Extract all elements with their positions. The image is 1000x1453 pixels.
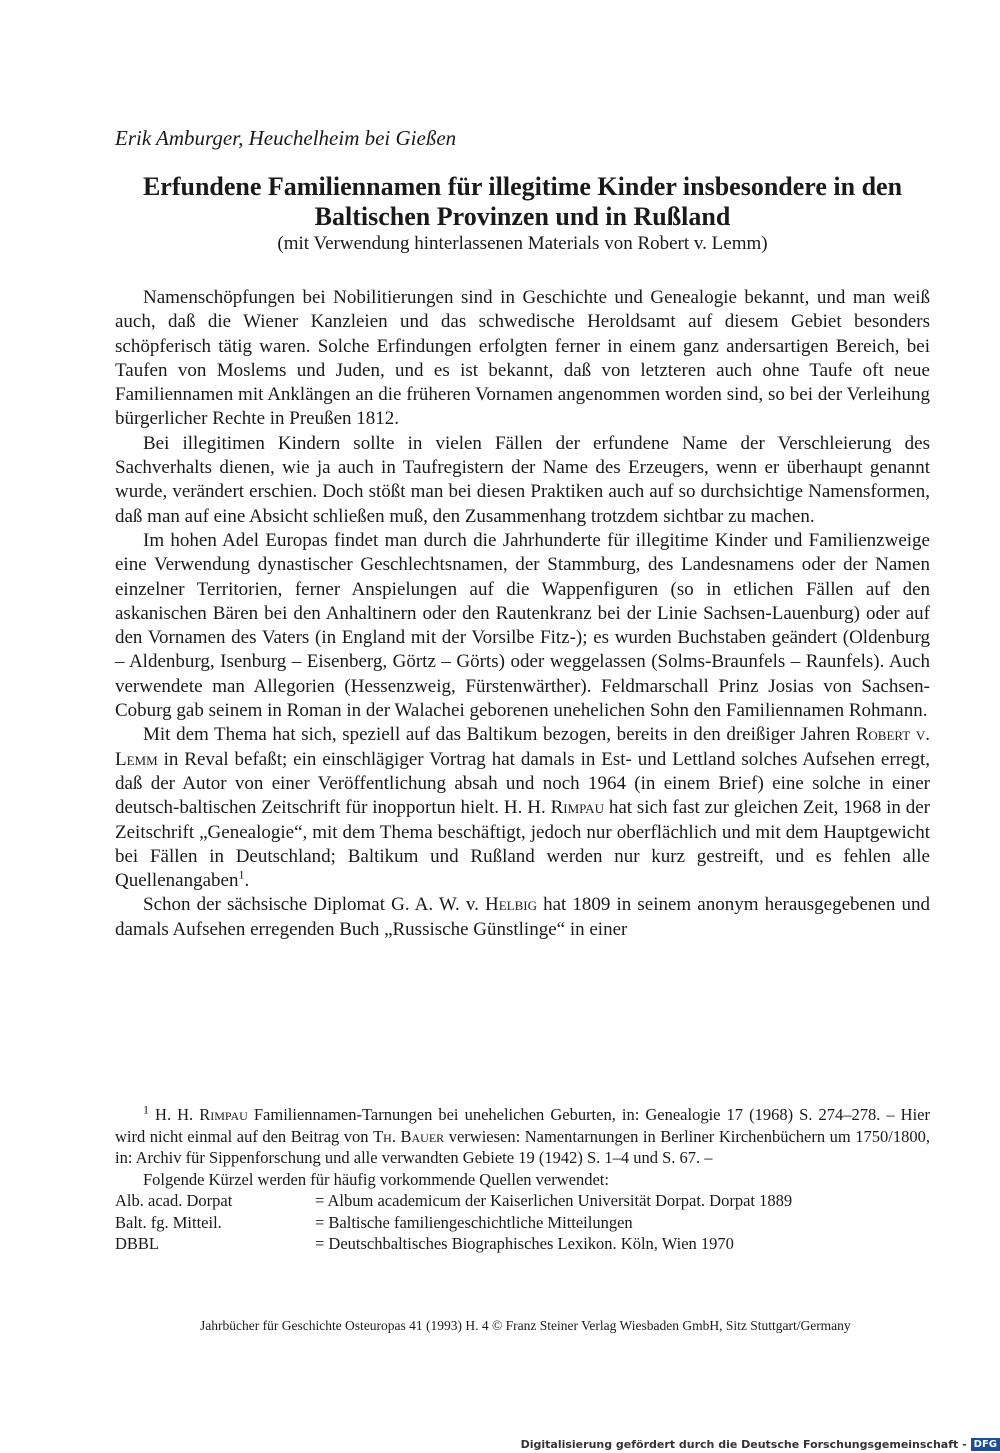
abbreviations-table [115,1190,792,1255]
person-name: Robert v. Lemm [115,724,930,770]
digitization-banner [521,1438,1000,1451]
footnote-ref[interactable]: 1 [238,867,245,882]
text-segment: H. H. [149,1105,200,1124]
abbreviation-value: = Album academicum der Kaiserlichen Universität Dorpat. Dorpat 1889 [315,1191,793,1210]
article-page [115,0,930,1453]
paragraph-4 [115,723,930,893]
paragraph-3: Im hohen Adel Europas findet man durch die Jahrhunderte für illegitime Kinder und Familienzweige eine Verwendung dynastischer Geschlechtsnamen, der Stammburg, des Landesnamens oder der Namen einzelner Territorien, ferner Anspielungen auf die Wappenfiguren (so in etlichen Fällen auf den askanischen Bären bei den Anhaltinern oder den Rautenkranz bei der Linie Sachsen-Lauenburg) oder auf den Vornamen des Vaters (in England mit der Vorsilbe Fitz-); es wurden Buchstaben geändert (Oldenburg – Aldenburg, Isenburg – Eisenberg, Görtz – Görts) oder weggelassen (Solms-Braunfels – Raunfels). Auch verwendete man Allegorien (Hessenzweig, Fürstenwärther). Feldmarschall Prinz Josias von Sachsen-Coburg gab seinem in Roman in der Walachei geborenen unehelichen Sohn den Familiennamen Rohmann. [115,529,930,722]
article-subtitle: (mit Verwendung hinterlassenen Materials von Robert v. Lemm) [277,233,768,254]
text-segment: Schon der sächsische Diplomat G. A. W. v. [143,894,485,916]
footnote-number: 1 [143,1102,149,1117]
text-segment: hat sich fast zur gleichen Zeit, 1968 in der Zeitschrift „Genealogie“, mit dem Thema beschäftigt, jedoch nur oberflächlich und mit dem Hauptgewicht bei Fällen in Deutschland; Baltikum und Rußland werden nur kurz gestreift, und es fehlen alle Quellenangaben [115,797,930,892]
footnotes [115,1104,930,1255]
title-line-1: Erfundene Familiennamen für illegitime Kinder insbesondere in den [142,172,903,201]
abbreviation-key: Alb. acad. Dorpat [115,1191,233,1210]
person-name: Rimpau [550,797,604,819]
paragraph-1: Namenschöpfungen bei Nobilitierungen sind in Geschichte und Genealogie bekannt, und man weiß auch, daß die Wiener Kanzleien und das schwedische Heroldsamt auf diesem Gebiet besonders schöpferisch tätig waren. Solche Erfindungen erfolgten ferner in einem ganz andersartigen Bereich, bei Taufen von Moslems und Juden, und es ist bekannt, daß von letzteren auch ohne Taufe oft neue Familiennamen mit Anklängen an die früheren Vornamen angenommen worden sind, so bei der Verleihung bürgerlicher Rechte in Preußen 1812. [115,287,930,430]
table-row [115,1190,792,1212]
person-name: Rimpau [199,1105,248,1124]
title-line-2: Baltischen Provinzen und in Rußland [314,202,731,231]
text-segment: . [244,870,250,892]
paragraph-5 [115,893,930,942]
paragraph-2: Bei illegitimen Kindern sollte in vielen Fällen der erfundene Name der Verschleierung des Sachverhalts dienen, wie ja auch in Taufregistern der Name des Erzeugers, wenn er überhaupt genannt wurde, verändert erschien. Doch stößt man bei diesen Praktiken auch auf so durchsichtige Namensformen, daß man auf eine Absicht schließen muß, den Zusammenhang trotzdem sichtbar zu machen. [115,432,930,527]
person-name: Th. Bauer [373,1126,445,1146]
text-segment: Familiennamen-Tarnungen bei unehelichen Geburten, in: Genealogie 17 (1968) S. 274–278. – Hier wird nicht einmal auf den Beitrag von [115,1105,930,1146]
abbreviation-key: Balt. fg. Mitteil. [115,1212,222,1232]
person-name: Helbig [485,894,537,916]
journal-footer: Jahrbücher für Geschichte Osteuropas 41 (1993) H. 4 © Franz Steiner Verlag Wiesbaden GmbH, Sitz Stuttgart/Germany [200,1318,851,1333]
abbreviation-value: = Baltische familiengeschichtliche Mitteilungen [315,1212,633,1232]
footnote-1 [115,1104,930,1169]
text-segment: hat 1809 in seinem anonym herausgegebenen und damals Aufsehen erregenden Buch „Russische Günstlinge“ in einer [115,894,931,940]
table-row [115,1233,792,1255]
article-body [115,286,930,942]
text-segment: in Reval befaßt; ein einschlägiger Vortrag hat damals in Est- und Lettland solches Aufsehen erregt, daß der Autor von einer Veröffentlichung absah und noch 1964 (in einem Brief) eine solche in einer deutsch-baltischen Zeitschrift für inopportun hielt. H. H. [115,748,930,819]
article-title [115,172,930,232]
author-line: Erik Amburger, Heuchelheim bei Gießen [115,126,457,150]
text-segment: verwiesen: Namentarnungen in Berliner Kirchenbüchern um 1750/1800, in: Archiv für Sippenforschung und alle verwandten Gebiete 19 (1942) S. 1–4 und S. 67. – [115,1126,930,1167]
dfg-logo: DFG [971,1438,1000,1451]
abbreviation-value: = Deutschbaltisches Biographisches Lexikon. Köln, Wien 1970 [315,1234,734,1253]
abbreviation-key: DBBL [115,1234,160,1253]
text-segment: Mit dem Thema hat sich, speziell auf das Baltikum bezogen, bereits in den dreißiger Jahren [143,724,856,746]
digitization-text: Digitalisierung gefördert durch die Deutsche Forschungsgemeinschaft - [520,1438,967,1451]
abbreviations-intro: Folgende Kürzel werden für häufig vorkommende Quellen verwendet: [143,1169,609,1189]
table-row [115,1212,792,1234]
